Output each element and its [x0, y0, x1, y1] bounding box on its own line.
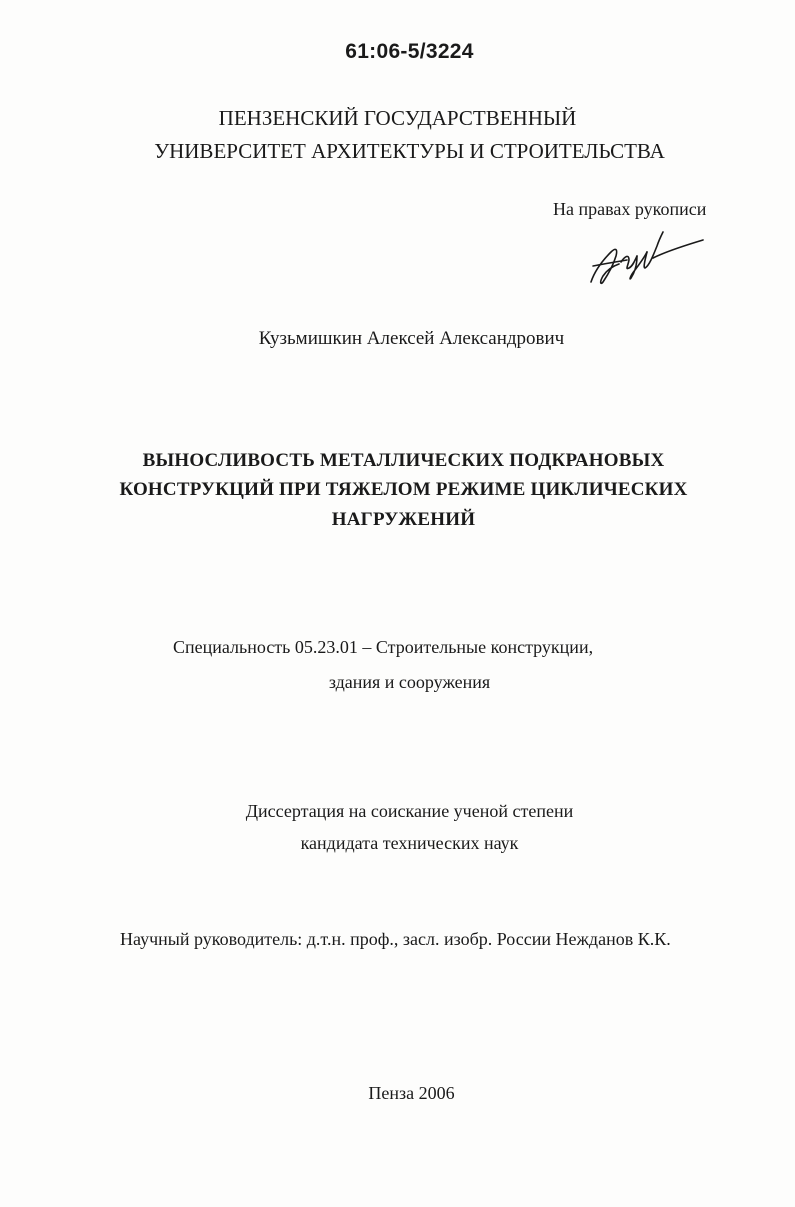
specialty-line-2: здания и сооружения: [328, 672, 491, 692]
thesis-title-line-2: КОНСТРУКЦИЙ ПРИ ТЯЖЕЛОМ РЕЖИМЕ ЦИКЛИЧЕСКИХ: [119, 479, 688, 500]
author-name: Кузьмишкин Алексей Александрович: [258, 328, 565, 349]
thesis-title-line-1: ВЫНОСЛИВОСТЬ МЕТАЛЛИЧЕСКИХ ПОДКРАНОВЫХ: [142, 450, 665, 471]
archive-code: 61:06-5/3224: [345, 40, 474, 63]
dissertation-line-1: Диссертация на соискание ученой степени: [245, 801, 574, 821]
city-year: Пенза 2006: [368, 1083, 455, 1103]
thesis-title-line-3: НАГРУЖЕНИЙ: [331, 509, 476, 530]
scientific-advisor: Научный руководитель: д.т.н. проф., засл. изобр. России Нежданов К.К.: [120, 929, 671, 949]
manuscript-note: На правах рукописи: [553, 199, 707, 219]
specialty-line-1: Специальность 05.23.01 – Строительные конструкции,: [173, 637, 594, 657]
signature-icon: [585, 226, 710, 290]
institution-line-1: ПЕНЗЕНСКИЙ ГОСУДАРСТВЕННЫЙ: [218, 106, 577, 130]
institution-line-2: УНИВЕРСИТЕТ АРХИТЕКТУРЫ И СТРОИТЕЛЬСТВА: [154, 139, 665, 163]
dissertation-line-2: кандидата технических наук: [300, 833, 519, 853]
